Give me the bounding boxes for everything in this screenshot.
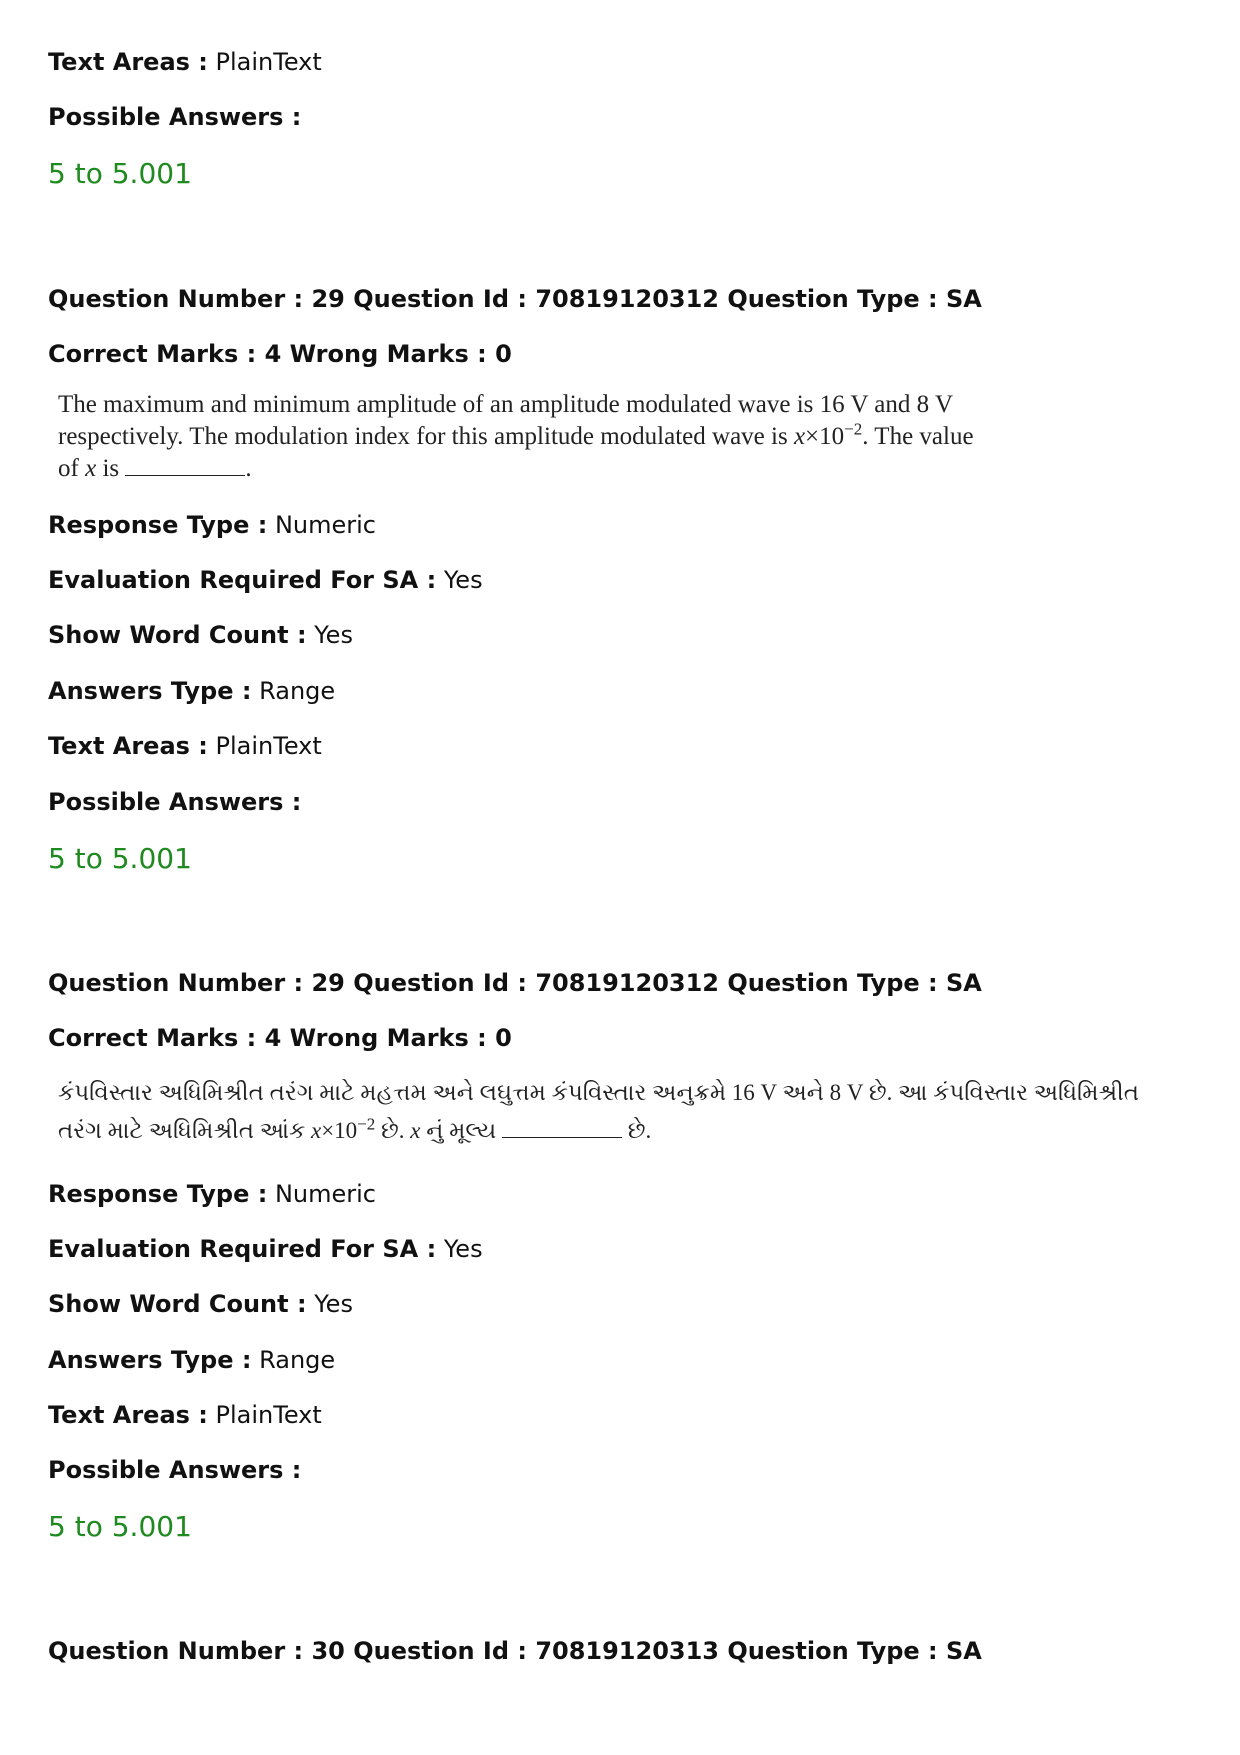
possible-answers-label: Possible Answers : [48,103,302,131]
answer-blank [125,471,245,476]
evaluation-row: Evaluation Required For SA : Yes [48,1235,483,1263]
word-count-row: Show Word Count : Yes [48,621,353,649]
marks-line: Correct Marks : 4 Wrong Marks : 0 [48,1024,512,1052]
stem-line-1: કંપવિસ્તાર અધિમિશ્રીત તરંગ માટે મહત્તમ અને લઘુત્તમ કંપવિસ્તાર અનુક્રમે 16 V અને 8 V છે. આ કંપવિસ્તાર અધિમિશ્રીત [58,1080,1140,1105]
answers-type-row: Answers Type : Range [48,677,336,705]
stem-line-3: of x is . [58,455,252,482]
answers-type-row: Answers Type : Range [48,1346,336,1374]
answer-blank [502,1133,622,1138]
word-count-row: Show Word Count : Yes [48,1290,353,1318]
possible-answers-value: 5 to 5.001 [48,157,192,190]
possible-answers-value: 5 to 5.001 [48,842,192,875]
stem-line-1: The maximum and minimum amplitude of an amplitude modulated wave is 16 V and 8 V [58,391,953,418]
text-areas-row [48,46,322,78]
possible-answers-value: 5 to 5.001 [48,1510,192,1543]
possible-answers-label: Possible Answers : [48,1456,302,1484]
evaluation-row: Evaluation Required For SA : Yes [48,566,483,594]
stem-line-2: respectively. The modulation index for this amplitude modulated wave is $x\times 10^{-2}$. The value [58,419,974,450]
text-areas-label: Text Areas : [48,48,208,76]
question-stem-image [58,1077,1139,1147]
response-type-row: Response Type : Numeric [48,1180,376,1208]
response-type-row: Response Type : Numeric [48,511,376,539]
text-areas-value: PlainText [215,48,322,76]
text-areas-row: Text Areas : PlainText [48,732,322,760]
question-stem-image [58,389,974,485]
stem-line-2: તરંગ માટે અધિમિશ્રીત આંક $x\times 10^{-2}$ છે. x નું મૂલ્ય છે. [58,1114,652,1143]
possible-answers-label: Possible Answers : [48,788,302,816]
question-header: Question Number : 29 Question Id : 70819120312 Question Type : SA [48,285,982,313]
text-areas-row: Text Areas : PlainText [48,1401,322,1429]
question-header: Question Number : 29 Question Id : 70819120312 Question Type : SA [48,969,982,997]
marks-line: Correct Marks : 4 Wrong Marks : 0 [48,340,512,368]
question-header: Question Number : 30 Question Id : 70819120313 Question Type : SA [48,1637,982,1665]
